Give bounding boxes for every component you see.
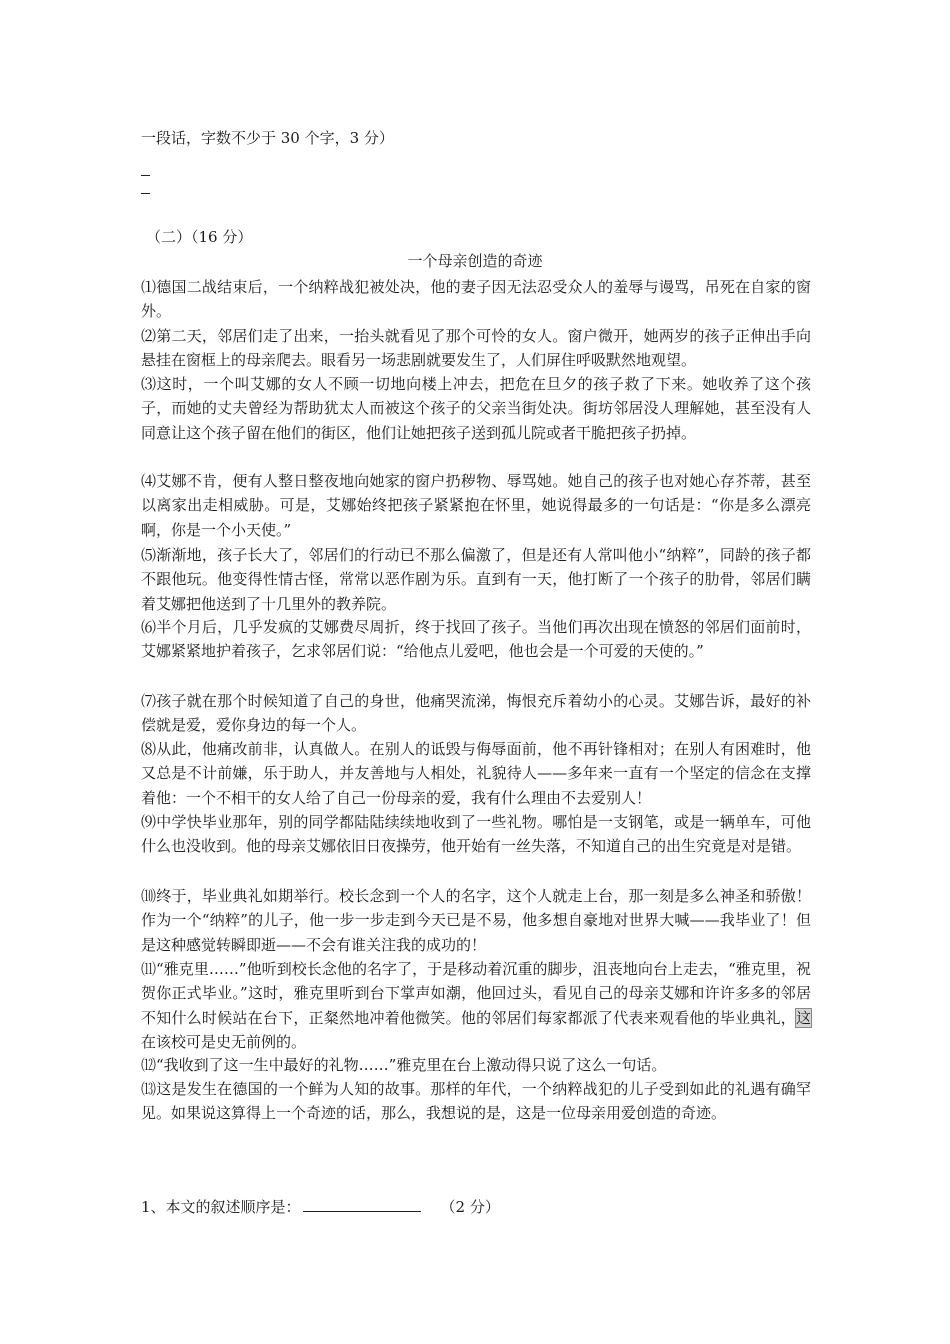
paragraph-13: ⒀这是发生在德国的一个鲜为人知的故事。那样的年代，一个纳粹战犯的儿子受到如此的礼遇有确罕见。如果说这算得上一个奇迹的话，那么，我想说的是，这是一位母亲用爱创造的奇迹。 [141, 1080, 811, 1123]
intro-line: 一段话，字数不少于 30 个字，3 分） [141, 129, 394, 147]
paragraph-11-tail: 在该校可是史无前例的。 [141, 1032, 307, 1051]
paragraph-5: ⑸渐渐地，孩子长大了，邻居们的行动已不那么偏激了，但是还有人常叫他小“纳粹”，同龄的孩子都不跟他玩。他变得性情古怪，常常以恶作剧为乐。直到有一天，他打断了一个孩子的肋骨，邻居们瞒着艾娜把他送到了十几里外的教养院。 [141, 546, 811, 613]
question-1-answer-blank[interactable] [303, 1197, 421, 1212]
answer-blank-1[interactable] [141, 175, 150, 176]
answer-blank-2[interactable] [141, 193, 150, 194]
paragraph-6: ⑹半个月后，几乎发疯的艾娜费尽周折，终于找回了孩子。当他们再次出现在愤怒的邻居们面前时，艾娜紧紧地护着孩子，乞求邻居们说：“给他点儿爱吧，他也会是一个可爱的天使的。” [141, 618, 811, 661]
paragraph-1: ⑴德国二战结束后，一个纳粹战犯被处决，他的妻子因无法忍受众人的羞辱与谩骂，吊死在自家的窗外。 [141, 278, 811, 321]
paragraph-7: ⑺孩子就在那个时候知道了自己的身世，他痛哭流涕，悔恨充斥着幼小的心灵。艾娜告诉，最好的补偿就是爱，爱你身边的每一个人。 [141, 692, 811, 735]
paragraph-8: ⑻从此，他痛改前非，认真做人。在别人的诋毁与侮辱面前，他不再针锋相对；在别人有困难时，他又总是不计前嫌，乐于助人，并友善地与人相处，礼貌待人——多年来一直有一个坚定的信念在支撑着他：一个不相干的女人给了自己一份母亲的爱，我有什么理由不去爱别人！ [141, 740, 811, 807]
paragraph-3: ⑶这时，一个叫艾娜的女人不顾一切地向楼上冲去，把危在旦夕的孩子救了下来。她收养了这个孩子，而她的丈夫曾经为帮助犹太人而被这个孩子的父亲当街处决。街坊邻居没人理解她，甚至没有人同意让这个孩子留在他们的街区，他们让她把孩子送到孤儿院或者干脆把孩子扔掉。 [141, 375, 811, 442]
paragraph-11-text: ⑾“雅克里……”他听到校长念他的名字了，于是移动着沉重的脚步，沮丧地向台上走去，“雅克里，祝贺你正式毕业。”这时，雅克里听到台下掌声如潮，他回过头，看见自己的母亲艾娜和许许多多的邻居不知什么时候站在台下，正粲然地冲着他微笑。他的邻居们每家都派了代表来观看他的毕业典礼， [141, 960, 811, 1027]
question-1-prefix: 1、本文的叙述顺序是： [141, 1198, 301, 1216]
paragraph-10: ⑽终于，毕业典礼如期举行。校长念到一个人的名字，这个人就走上台，那一刻是多么神圣和骄傲！作为一个“纳粹”的儿子，他一步一步走到今天已是不易，他多想自豪地对世界大喊——我毕业了！但是这种感觉转瞬即逝——不会有谁关注我的成功的！ [141, 887, 811, 954]
paragraph-4: ⑷艾娜不肯，便有人整日整夜地向她家的窗户扔秽物、辱骂她。她自己的孩子也对她心存芥蒂，甚至以离家出走相威胁。可是，艾娜始终把孩子紧紧抱在怀里，她说得最多的一句话是：“你是多么漂亮啊，你是一个小天使。” [141, 472, 811, 539]
section-heading: （二）（16 分） [146, 228, 253, 246]
question-1-score: （2 分） [440, 1198, 500, 1216]
highlighted-char: 这 [795, 1008, 811, 1027]
paragraph-2: ⑵第二天，邻居们走了出来，一抬头就看见了那个可怜的女人。窗户微开，她两岁的孩子正伸出手向悬挂在窗框上的母亲爬去。眼看另一场悲剧就要发生了，人们屏住呼吸默然地观望。 [141, 327, 811, 370]
article-title: 一个母亲创造的奇迹 [407, 252, 543, 270]
paragraph-9: ⑼中学快毕业那年，别的同学都陆陆续续地收到了一些礼物。哪怕是一支钢笔，或是一辆单车，可他什么也没收到。他的母亲艾娜依旧日夜操劳，他开始有一丝失落，不知道自己的出生究竟是对是错。 [141, 813, 811, 856]
paragraph-11 [141, 957, 811, 1054]
question-1 [141, 1197, 500, 1217]
paragraph-12: ⑿“我收到了这一生中最好的礼物……”雅克里在台上激动得只说了这么一句话。 [141, 1056, 667, 1074]
